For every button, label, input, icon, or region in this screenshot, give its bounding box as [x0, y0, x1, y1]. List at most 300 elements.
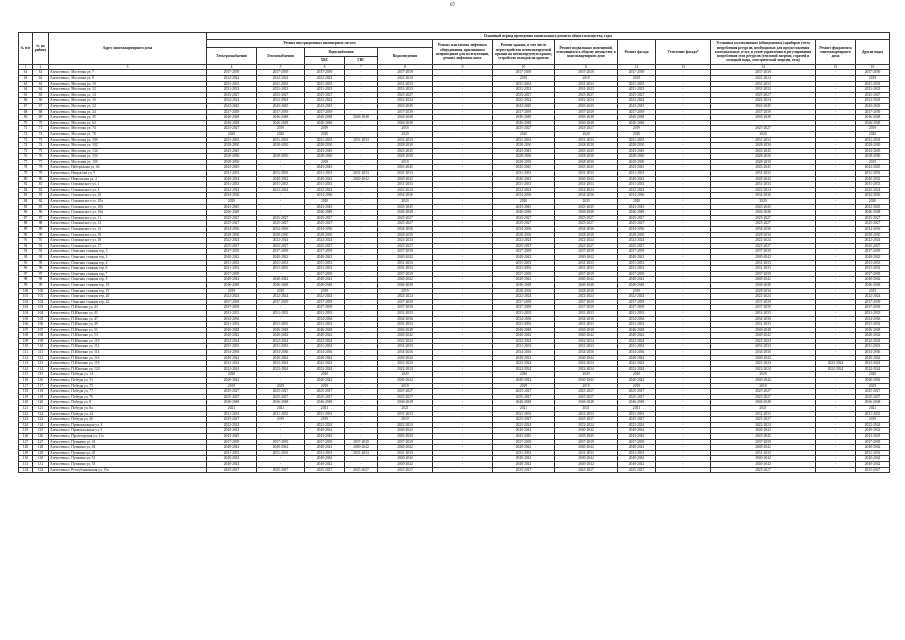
row-number-cell: 93 — [19, 249, 33, 255]
period-cell: - — [345, 210, 378, 216]
period-cell: - — [656, 461, 711, 467]
period-cell: - — [816, 338, 856, 344]
period-cell: 2040-2042 — [555, 355, 618, 361]
period-cell: 2043-2045 — [711, 165, 816, 171]
period-cell: 2025-2027 — [711, 243, 816, 249]
period-cell: 2040-2042 — [856, 254, 890, 260]
period-cell: 2022-2024 — [207, 238, 257, 244]
period-cell: - — [816, 433, 856, 439]
row-number-cell: 121 — [19, 406, 33, 412]
period-cell: 2031-2033 — [378, 411, 433, 417]
address-cell: Алексеевка г, Мостовая ул, 159 — [49, 159, 207, 165]
period-cell: - — [257, 316, 305, 322]
table-body — [19, 70, 890, 473]
period-cell: 2031-2033 — [856, 87, 890, 93]
period-cell: 2031-2033 — [555, 266, 618, 272]
district-number-cell: 64 — [33, 87, 49, 93]
period-cell: 2028-2030 — [856, 154, 890, 160]
address-cell: Алексеевка г, Мостовая ул, 154 — [49, 154, 207, 160]
period-cell: 2043-2045 — [305, 165, 345, 171]
period-cell: - — [816, 215, 856, 221]
row-number-cell: 128 — [19, 445, 33, 451]
period-cell: 2037-2039 — [618, 439, 656, 445]
period-cell: 2040-2042 — [618, 254, 656, 260]
period-cell: 2031-2033 — [711, 87, 816, 93]
period-cell: - — [656, 383, 711, 389]
address-cell: Алексеевка г, П.Юшенко ул, 51 — [49, 327, 207, 333]
period-cell: - — [656, 338, 711, 344]
period-cell: - — [656, 243, 711, 249]
district-number-cell: 105 — [33, 316, 49, 322]
period-cell: 2022-2024 — [618, 238, 656, 244]
period-cell: 2031-2033 — [378, 171, 433, 177]
district-number-cell: 109 — [33, 338, 49, 344]
period-cell: - — [656, 266, 711, 272]
address-cell: Алексеевка г, Победы ул, 75 — [49, 383, 207, 389]
address-cell: Алексеевка г, П.Юшенко ул, 53 — [49, 333, 207, 339]
period-cell: 2028-2030 — [618, 154, 656, 160]
period-cell: - — [816, 254, 856, 260]
period-cell: 2025-2027 — [305, 243, 345, 249]
period-cell: 2034-2036 — [555, 316, 618, 322]
period-cell: - — [656, 433, 711, 439]
period-cell: - — [433, 154, 493, 160]
period-cell: 2025-2027 — [207, 92, 257, 98]
period-cell: 2022-2024 — [493, 338, 555, 344]
period-cell: 2046-2048 — [711, 282, 816, 288]
period-cell: - — [345, 389, 378, 395]
col-header-water: Водоснабжения — [305, 47, 378, 57]
period-cell: 2034-2036 — [378, 316, 433, 322]
period-cell: 2022-2024 — [207, 98, 257, 104]
period-cell: - — [257, 456, 305, 462]
period-cell: 2043-2045 — [207, 103, 257, 109]
period-cell: - — [816, 165, 856, 171]
period-cell: 2025-2027 — [207, 243, 257, 249]
period-cell: - — [345, 327, 378, 333]
period-cell: 2040-2042 — [378, 254, 433, 260]
period-cell: 2043-2045 — [207, 433, 257, 439]
period-cell: 2031-2033 — [493, 260, 555, 266]
period-cell: 2037-2039 — [555, 305, 618, 311]
period-cell: - — [816, 271, 856, 277]
period-cell: - — [816, 243, 856, 249]
period-cell: 2031-2033 — [555, 260, 618, 266]
col-header-foundation: Ремонт фундамента многоквартирного дома — [816, 40, 856, 64]
period-cell: 2031-2033 — [618, 322, 656, 328]
period-cell: 2022-2024 — [711, 338, 816, 344]
period-cell: - — [656, 406, 711, 412]
period-cell: 2031-2033 — [207, 450, 257, 456]
period-cell: 2031-2033 — [378, 87, 433, 93]
period-cell: 2031-2033 — [207, 344, 257, 350]
row-number-cell: 69 — [19, 115, 33, 121]
period-cell: - — [433, 87, 493, 93]
period-cell: 2031-2033 — [207, 310, 257, 316]
period-cell: 2040-2042 — [856, 176, 890, 182]
period-cell: 2025-2027 — [555, 417, 618, 423]
period-cell: 2034-2036 — [618, 316, 656, 322]
period-cell: 2021 — [493, 406, 555, 412]
address-cell: Алексеевка г, Победы ул, 14 — [49, 372, 207, 378]
period-cell: - — [345, 215, 378, 221]
period-cell: 2025-2027 — [618, 215, 656, 221]
column-number: 11 — [555, 64, 618, 70]
address-cell: Алексеевка г, Пушкина ул, 43 — [49, 445, 207, 451]
period-cell: 2046-2048 — [856, 282, 890, 288]
period-cell: 2046-2048 — [345, 115, 378, 121]
period-cell: 2019 — [856, 75, 890, 81]
period-cell: - — [433, 277, 493, 283]
address-cell: Алексеевка г, Ольминского ул, 2 — [49, 187, 207, 193]
period-cell: 2022-2024 — [207, 338, 257, 344]
period-cell: 2028-2030 — [856, 232, 890, 238]
period-cell: - — [433, 115, 493, 121]
period-cell: 2037-2039 — [378, 109, 433, 115]
period-cell: - — [433, 221, 493, 227]
district-number-cell: 102 — [33, 299, 49, 305]
period-cell: - — [816, 171, 856, 177]
period-cell: 2040-2042 — [493, 445, 555, 451]
period-cell: 2031-2033 — [345, 137, 378, 143]
period-cell: 2037-2039 — [345, 439, 378, 445]
period-cell: 2022-2024 — [207, 187, 257, 193]
period-cell: 2034-2036 — [378, 193, 433, 199]
period-cell: 2043-2045 — [378, 204, 433, 210]
period-cell: 2034-2036 — [305, 350, 345, 356]
period-cell: - — [656, 210, 711, 216]
period-cell: - — [345, 277, 378, 283]
period-cell: - — [656, 131, 711, 137]
period-cell: - — [656, 400, 711, 406]
period-cell: - — [656, 260, 711, 266]
district-number-cell: 108 — [33, 333, 49, 339]
period-cell: - — [816, 450, 856, 456]
row-number-cell: 116 — [19, 378, 33, 384]
period-cell: 2043-2045 — [618, 148, 656, 154]
period-cell: - — [816, 445, 856, 451]
period-cell: - — [816, 411, 856, 417]
period-cell: 2025-2027 — [711, 221, 816, 227]
period-cell: 2022-2024 — [257, 338, 305, 344]
period-cell: 2022-2024 — [816, 361, 856, 367]
period-cell: 2046-2048 — [711, 115, 816, 121]
row-number-cell: 131 — [19, 461, 33, 467]
period-cell: 2046-2048 — [378, 327, 433, 333]
period-cell: - — [433, 126, 493, 132]
row-number-cell: 80 — [19, 176, 33, 182]
period-cell: 2022-2024 — [555, 366, 618, 372]
period-cell: 2031-2033 — [305, 322, 345, 328]
district-number-cell: 101 — [33, 294, 49, 300]
period-cell: 2031-2033 — [257, 87, 305, 93]
period-cell: 2022-2024 — [378, 366, 433, 372]
address-cell: Алексеевка г, Победы ул, 26 — [49, 417, 207, 423]
row-number-cell: 103 — [19, 305, 33, 311]
period-cell: 2025-2027 — [257, 389, 305, 395]
row-number-cell: 106 — [19, 322, 33, 328]
column-number: 6 — [305, 64, 345, 70]
period-cell: 2043-2045 — [856, 148, 890, 154]
period-cell: - — [345, 461, 378, 467]
period-cell: 2046-2048 — [493, 327, 555, 333]
district-number-cell: 120 — [33, 400, 49, 406]
district-number-cell: 74 — [33, 143, 49, 149]
period-cell: - — [433, 92, 493, 98]
period-cell: 2025-2027 — [207, 394, 257, 400]
period-cell: 2019 — [305, 159, 345, 165]
period-cell: 2034-2036 — [257, 350, 305, 356]
period-cell: - — [816, 277, 856, 283]
period-cell: - — [656, 199, 711, 205]
period-cell: 2031-2033 — [856, 344, 890, 350]
period-cell: 2034-2036 — [493, 193, 555, 199]
column-number: 15 — [816, 64, 856, 70]
period-cell: 2022-2024 — [618, 422, 656, 428]
district-number-cell: 84 — [33, 199, 49, 205]
period-cell: - — [656, 389, 711, 395]
address-cell: Алексеевка г, Мостовая ул, 62 — [49, 120, 207, 126]
period-cell: - — [656, 87, 711, 93]
row-number-cell: 63 — [19, 81, 33, 87]
address-cell: Алексеевка г, П.Юшенко ул, 45 — [49, 310, 207, 316]
period-cell: 2034-2036 — [555, 193, 618, 199]
period-cell: 2046-2048 — [555, 400, 618, 406]
period-cell: - — [656, 187, 711, 193]
period-cell: 2037-2039 — [856, 70, 890, 76]
period-cell: - — [656, 271, 711, 277]
period-cell: 2043-2045 — [555, 165, 618, 171]
period-cell: - — [816, 344, 856, 350]
period-cell: 2031-2033 — [257, 450, 305, 456]
period-cell: 2028-2030 — [493, 288, 555, 294]
period-cell: 2019 — [305, 417, 345, 423]
period-cell: 2021 — [618, 406, 656, 412]
period-cell: 2019 — [711, 383, 816, 389]
period-cell: 2020 — [305, 199, 345, 205]
period-cell: 2040-2042 — [711, 378, 816, 384]
period-cell: 2019 — [305, 383, 345, 389]
period-cell: 2040-2042 — [493, 428, 555, 434]
period-cell: 2028-2030 — [555, 232, 618, 238]
period-cell: 2020 — [711, 199, 816, 205]
period-cell: 2046-2048 — [257, 400, 305, 406]
period-cell: - — [433, 389, 493, 395]
period-cell: 2031-2033 — [493, 450, 555, 456]
period-cell: 2031-2033 — [555, 310, 618, 316]
col-header-meters: Установка коллективных (общедомовых) приборов учета потребления ресурсов, необходимых для предоставления коммунальных услуг, и узлов управления и регулирования потребления этих ресурсов (тепловой энергии, горячей и холодной воды, электрической энергии, газа) — [711, 40, 816, 64]
period-cell: 2046-2048 — [257, 282, 305, 288]
period-cell: - — [433, 467, 493, 473]
period-cell: - — [345, 126, 378, 132]
period-cell: 2034-2036 — [618, 227, 656, 233]
period-cell: 2043-2045 — [618, 103, 656, 109]
period-cell: - — [257, 271, 305, 277]
period-cell: 2022-2024 — [555, 294, 618, 300]
period-cell: 2021 — [378, 406, 433, 412]
period-cell: 2022-2024 — [305, 98, 345, 104]
period-cell: 2034-2036 — [711, 227, 816, 233]
period-cell: 2019 — [257, 417, 305, 423]
period-cell: - — [345, 350, 378, 356]
column-number: 2 — [33, 64, 49, 70]
period-cell: 2025-2027 — [711, 394, 816, 400]
period-cell: 2028-2030 — [378, 154, 433, 160]
period-cell: 2025-2027 — [711, 126, 816, 132]
period-cell: - — [345, 143, 378, 149]
period-cell: 2037-2039 — [618, 249, 656, 255]
col-header-roof: Ремонт крыши, в том числе переустройство невентилируемой крыши на вентилируемую крышу, устройство выходов на кровлю — [493, 40, 555, 64]
address-cell: Алексеевка г, Пушкина ул, 51 — [49, 456, 207, 462]
period-cell: - — [816, 378, 856, 384]
period-cell: 2031-2033 — [493, 87, 555, 93]
period-cell: - — [656, 456, 711, 462]
period-cell: 2031-2033 — [257, 81, 305, 87]
district-number-cell: 113 — [33, 361, 49, 367]
period-cell: 2046-2048 — [378, 210, 433, 216]
period-cell: - — [816, 75, 856, 81]
period-cell: - — [656, 70, 711, 76]
period-cell: - — [816, 187, 856, 193]
row-number-cell: 70 — [19, 120, 33, 126]
period-cell: - — [257, 204, 305, 210]
col-header-other: Другие виды — [856, 40, 890, 64]
row-number-cell: 112 — [19, 355, 33, 361]
row-number-cell: 102 — [19, 299, 33, 305]
period-cell: - — [433, 333, 493, 339]
period-cell: 2031-2033 — [305, 87, 345, 93]
period-cell: 2021 — [305, 406, 345, 412]
period-cell: - — [433, 378, 493, 384]
period-cell: 2046-2048 — [618, 400, 656, 406]
address-cell: Алексеевка г, Пушкина ул, 41 — [49, 439, 207, 445]
period-cell: 2040-2042 — [618, 355, 656, 361]
period-cell: - — [433, 75, 493, 81]
period-cell: 2034-2036 — [856, 193, 890, 199]
period-cell: 2028-2030 — [493, 159, 555, 165]
district-number-cell: 99 — [33, 282, 49, 288]
period-cell: 2022-2024 — [207, 366, 257, 372]
address-cell: Алексеевка г, Опытная станция тер, 4 — [49, 260, 207, 266]
row-number-cell: 61 — [19, 70, 33, 76]
period-cell: 2031-2033 — [555, 87, 618, 93]
period-cell: 2031-2033 — [555, 171, 618, 177]
period-cell: 2031-2033 — [207, 81, 257, 87]
period-cell: 2040-2042 — [257, 333, 305, 339]
district-number-cell: 95 — [33, 260, 49, 266]
address-cell: Алексеевка г, П.Юшенко ул, 114 — [49, 350, 207, 356]
district-number-cell: 118 — [33, 389, 49, 395]
period-cell: 2022-2024 — [618, 361, 656, 367]
row-number-cell: 65 — [19, 92, 33, 98]
period-cell: 2019 — [378, 159, 433, 165]
address-cell: Алексеевка г, Ольминского ул, 11 — [49, 215, 207, 221]
period-cell: - — [656, 92, 711, 98]
period-cell: 2031-2033 — [711, 81, 816, 87]
period-cell: 2031-2033 — [493, 344, 555, 350]
period-cell: - — [345, 249, 378, 255]
period-cell: 2028-2030 — [555, 288, 618, 294]
period-cell: 2028-2030 — [711, 159, 816, 165]
period-cell: 2040-2042 — [257, 254, 305, 260]
period-cell: - — [433, 310, 493, 316]
period-cell: 2022-2024 — [711, 98, 816, 104]
period-cell: 2025-2027 — [257, 243, 305, 249]
period-cell: - — [433, 176, 493, 182]
row-number-cell: 67 — [19, 103, 33, 109]
period-cell: 2022-2024 — [305, 366, 345, 372]
period-cell: - — [433, 210, 493, 216]
period-cell: 2021 — [257, 406, 305, 412]
district-number-cell: 65 — [33, 92, 49, 98]
period-cell: - — [816, 394, 856, 400]
period-cell: 2040-2042 — [257, 277, 305, 283]
period-cell: - — [345, 232, 378, 238]
period-cell: 2043-2045 — [711, 433, 816, 439]
period-cell: 2040-2042 — [378, 428, 433, 434]
period-cell: 2040-2042 — [555, 456, 618, 462]
period-cell: 2040-2042 — [555, 277, 618, 283]
col-header-number: № п/п — [19, 33, 33, 65]
row-number-cell: 94 — [19, 254, 33, 260]
period-cell: 2022-2024 — [856, 366, 890, 372]
period-cell: - — [257, 433, 305, 439]
period-cell: 2040-2042 — [378, 461, 433, 467]
period-cell: 2040-2042 — [378, 355, 433, 361]
period-cell: 2022-2024 — [207, 361, 257, 367]
period-cell: 2046-2048 — [493, 400, 555, 406]
period-cell: 2043-2045 — [711, 204, 816, 210]
period-cell: 2031-2033 — [555, 137, 618, 143]
row-number-cell: 123 — [19, 417, 33, 423]
period-cell: 2031-2033 — [555, 81, 618, 87]
period-cell: 2037-2039 — [378, 249, 433, 255]
period-cell: 2043-2045 — [555, 433, 618, 439]
period-cell: - — [345, 333, 378, 339]
period-cell: 2034-2036 — [207, 227, 257, 233]
period-cell: - — [656, 344, 711, 350]
address-cell: Алексеевка г, Мостовая ул, 7 — [49, 70, 207, 76]
period-cell: 2037-2039 — [711, 70, 816, 76]
district-number-cell: 121 — [33, 406, 49, 412]
period-cell: 2031-2033 — [345, 171, 378, 177]
period-cell: 2031-2033 — [207, 411, 257, 417]
period-cell: 2019 — [305, 126, 345, 132]
period-cell: 2040-2042 — [711, 333, 816, 339]
period-cell: - — [345, 159, 378, 165]
period-cell: 2025-2027 — [856, 221, 890, 227]
period-cell: 2037-2039 — [257, 249, 305, 255]
period-cell: 2025-2027 — [257, 215, 305, 221]
period-cell: 2037-2039 — [493, 299, 555, 305]
period-cell: 2022-2024 — [711, 361, 816, 367]
period-cell: 2020 — [856, 131, 890, 137]
row-number-cell: 114 — [19, 366, 33, 372]
period-cell: 2031-2033 — [378, 310, 433, 316]
column-number: 10 — [493, 64, 555, 70]
period-cell: 2043-2045 — [856, 204, 890, 210]
period-cell: 2031-2033 — [257, 260, 305, 266]
period-cell: 2037-2039 — [493, 305, 555, 311]
period-cell: 2022-2024 — [378, 361, 433, 367]
period-cell: 2025-2027 — [555, 394, 618, 400]
period-cell: 2037-2039 — [305, 271, 345, 277]
period-cell: - — [656, 254, 711, 260]
period-cell: 2031-2033 — [378, 260, 433, 266]
period-cell: - — [345, 361, 378, 367]
period-cell: - — [656, 372, 711, 378]
period-cell: 2022-2024 — [493, 422, 555, 428]
